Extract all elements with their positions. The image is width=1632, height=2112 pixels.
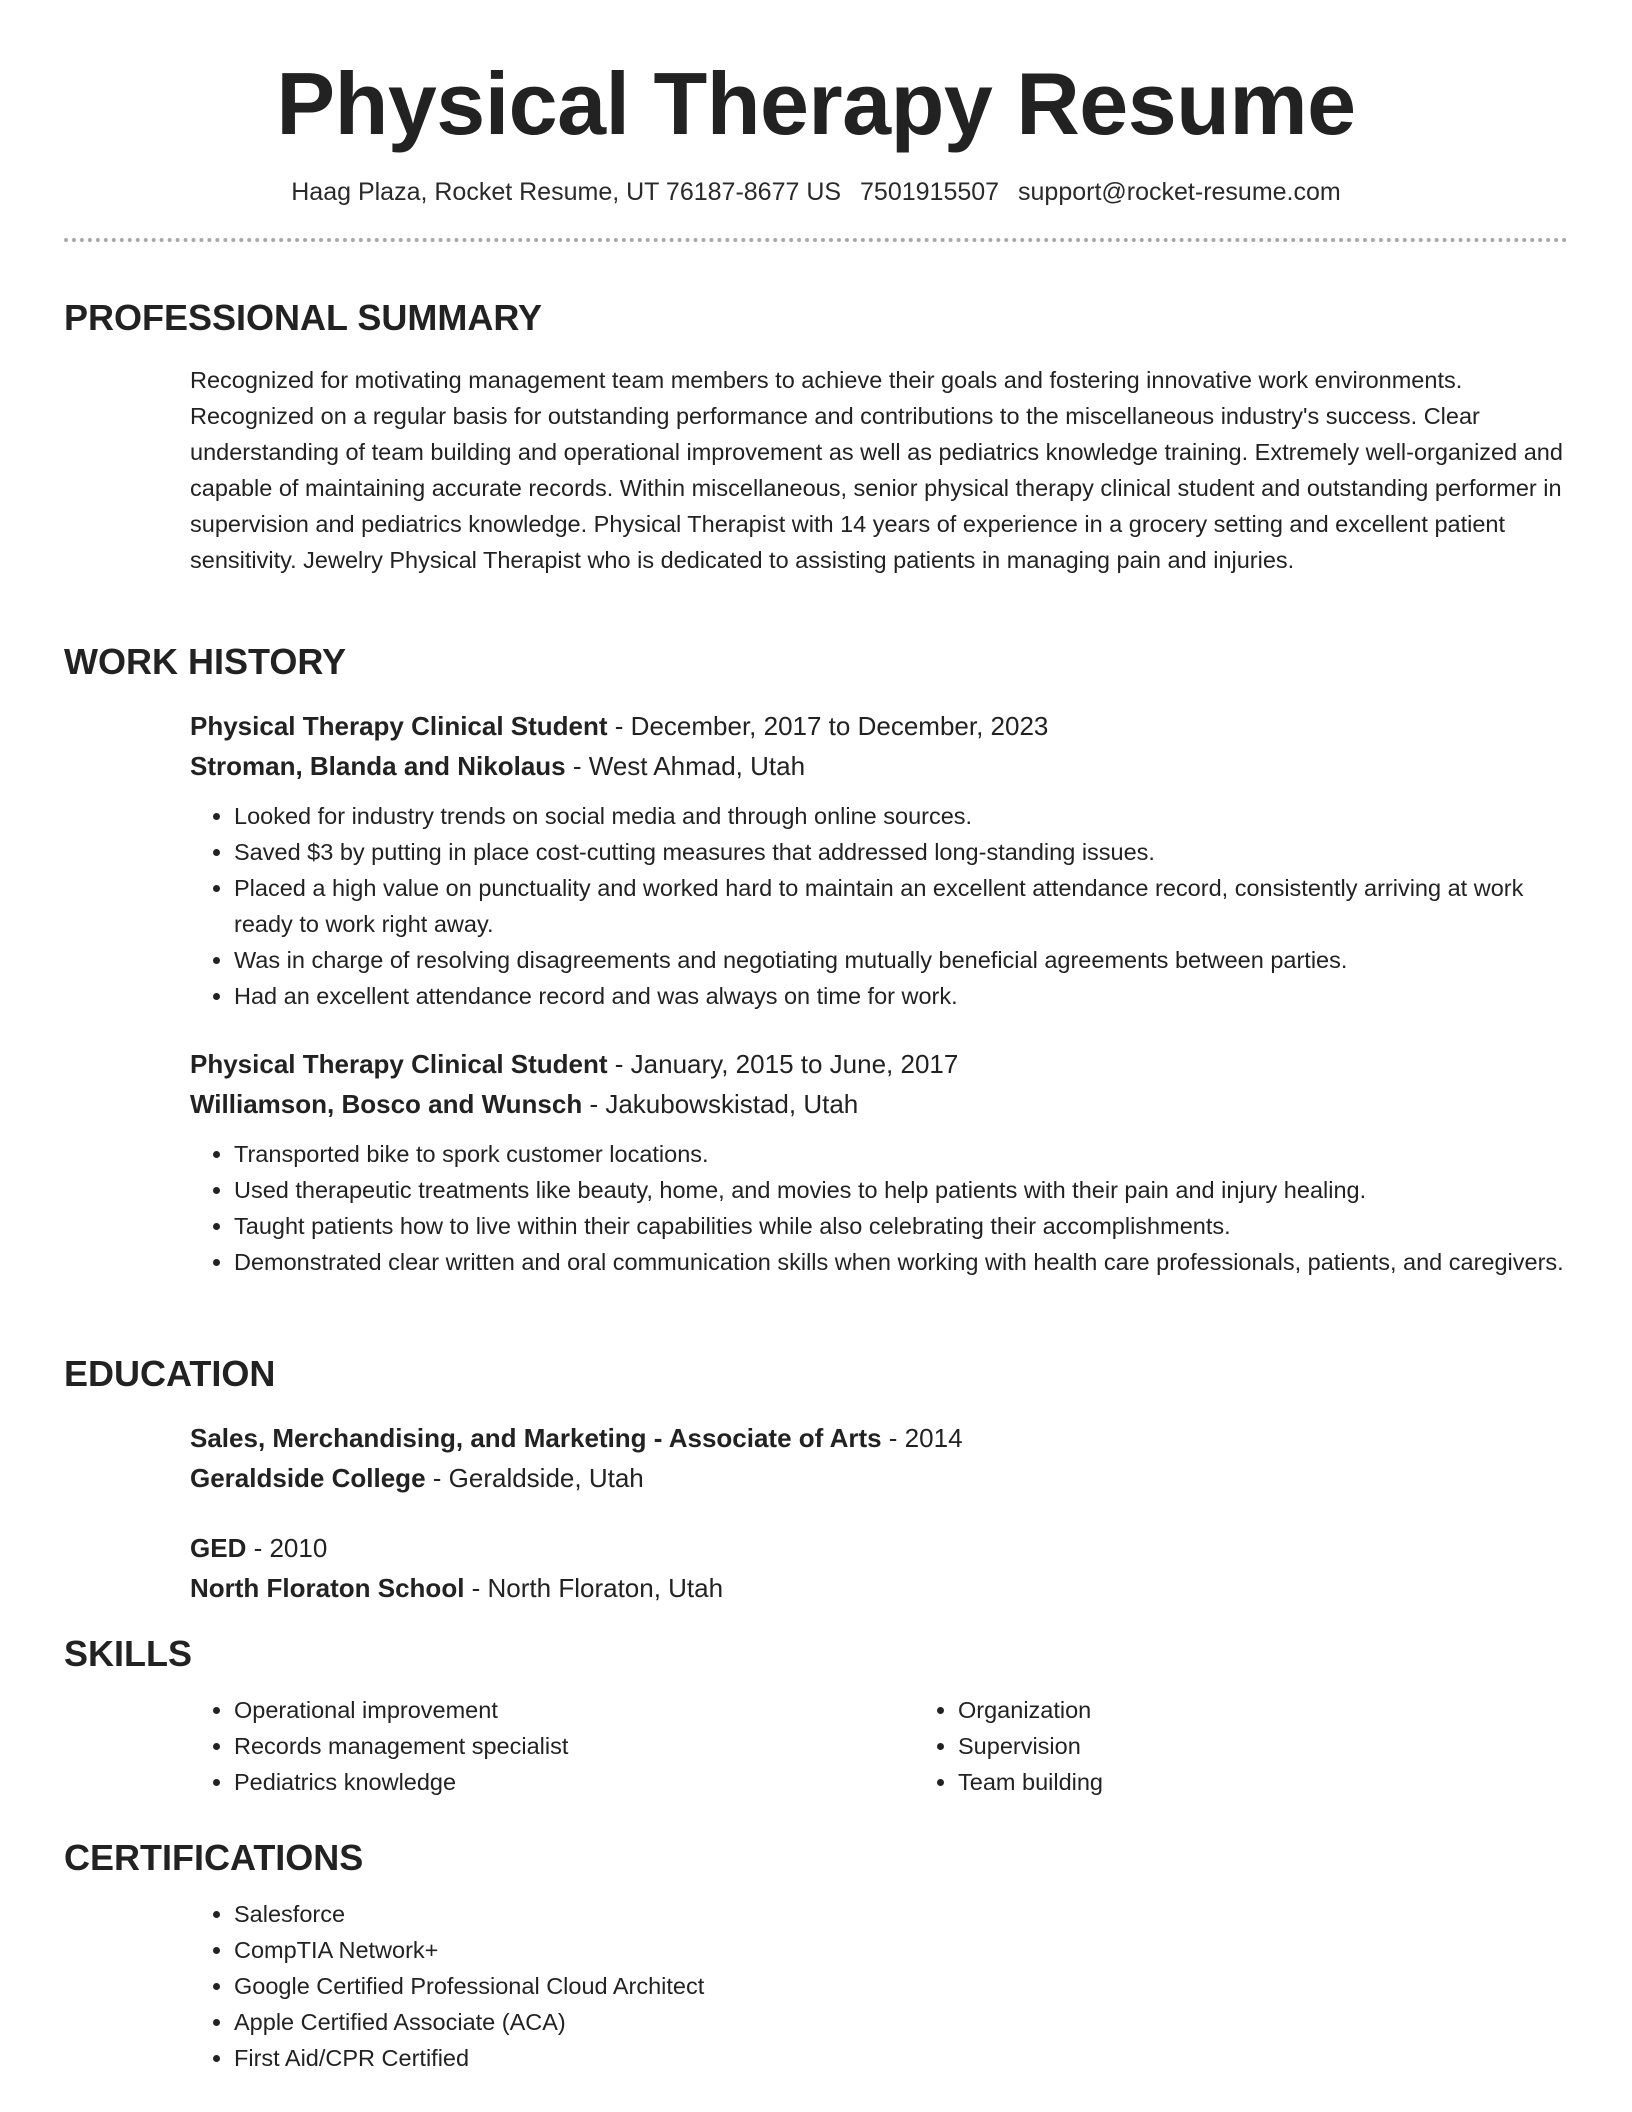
education-section xyxy=(64,1352,1568,1608)
education-location: - Geraldside, Utah xyxy=(425,1463,644,1493)
job-bullet: • Used therapeutic treatments like beauty, home, and movies to help patients with their pain and injury healing. xyxy=(234,1172,1568,1208)
job-location: - West Ahmad, Utah xyxy=(565,751,806,781)
job-title-line xyxy=(190,1044,1568,1084)
contact-line xyxy=(64,176,1568,208)
job-bullet: • Taught patients how to live within their capabilities while also celebrating their accomplishments. xyxy=(234,1208,1568,1244)
job-bullets xyxy=(190,1136,1568,1280)
job-dates: - January, 2015 to June, 2017 xyxy=(607,1049,959,1079)
skills-section xyxy=(64,1632,1568,1800)
certification-item: • First Aid/CPR Certified xyxy=(234,2040,1568,2076)
education-entry xyxy=(190,1528,1568,1608)
work-heading: WORK HISTORY xyxy=(64,641,347,682)
education-school: North Floraton School xyxy=(190,1573,465,1603)
job-role: Physical Therapy Clinical Student xyxy=(190,711,608,741)
job-bullet: • Looked for industry trends on social media and through online sources. xyxy=(234,798,1568,834)
job-title-line xyxy=(190,706,1568,746)
education-degree: GED xyxy=(190,1533,247,1563)
job-role: Physical Therapy Clinical Student xyxy=(190,1049,608,1079)
education-school-line xyxy=(190,1458,1568,1498)
job-bullets xyxy=(190,798,1568,1014)
skill-item: • Records management specialist xyxy=(234,1728,914,1764)
summary-section xyxy=(64,296,1568,578)
skills-list-right xyxy=(914,1692,1632,1800)
job-bullet: • Saved $3 by putting in place cost-cutting measures that addressed long-standing issues. xyxy=(234,834,1568,870)
resume-title: Physical Therapy Resume xyxy=(276,54,1356,153)
education-degree-line xyxy=(190,1418,1568,1458)
education-year: - 2014 xyxy=(881,1423,963,1453)
education-year: - 2010 xyxy=(246,1533,328,1563)
skill-item: • Pediatrics knowledge xyxy=(234,1764,914,1800)
job-company-line xyxy=(190,1084,1568,1124)
education-degree: Sales, Merchandising, and Marketing - Associate of Arts xyxy=(190,1423,882,1453)
header-divider xyxy=(64,238,1568,242)
certifications-body xyxy=(190,1896,1568,2076)
summary-text: Recognized for motivating management team members to achieve their goals and fostering innovative work environments. Recognized on a regular basis for outstanding performance and contributions to the miscellaneous industry's success. Clear understanding of team building and operational improvement as well as pediatrics knowledge training. Extremely well-organized and capable of maintaining accurate records. Within miscellaneous, senior physical therapy clinical student and outstanding performer in supervision and pediatrics knowledge. Physical Therapist with 14 years of experience in a grocery setting and excellent patient sensitivity. Jewelry Physical Therapist who is dedicated to assisting patients in managing pain and injuries. xyxy=(190,367,1563,573)
job-bullet: • Transported bike to spork customer locations. xyxy=(234,1136,1568,1172)
education-degree-line xyxy=(190,1528,1568,1568)
certification-item: • Salesforce xyxy=(234,1896,1568,1932)
skill-item: • Organization xyxy=(958,1692,1632,1728)
job-dates: - December, 2017 to December, 2023 xyxy=(607,711,1049,741)
skills-heading: SKILLS xyxy=(64,1633,193,1674)
education-school: Geraldside College xyxy=(190,1463,426,1493)
job-company: Williamson, Bosco and Wunsch xyxy=(190,1089,583,1119)
summary-heading: PROFESSIONAL SUMMARY xyxy=(64,297,543,338)
education-entry xyxy=(190,1418,1568,1498)
job-company: Stroman, Blanda and Nikolaus xyxy=(190,751,566,781)
contact-phone: 7501915507 xyxy=(860,178,1000,206)
skill-item: • Supervision xyxy=(958,1728,1632,1764)
contact-address: Haag Plaza, Rocket Resume, UT 76187-8677 US xyxy=(291,178,842,206)
skills-columns xyxy=(190,1692,1568,1800)
certifications-list xyxy=(190,1896,1568,2076)
job-location: - Jakubowskistad, Utah xyxy=(582,1089,859,1119)
job-bullet: • Had an excellent attendance record and was always on time for work. xyxy=(234,978,1568,1014)
job-bullet: • Was in charge of resolving disagreements and negotiating mutually beneficial agreements between parties. xyxy=(234,942,1568,978)
resume-page xyxy=(64,0,1568,2071)
certification-item: • Google Certified Professional Cloud Architect xyxy=(234,1968,1568,2004)
job-entry xyxy=(190,706,1568,1014)
certification-item: • Apple Certified Associate (ACA) xyxy=(234,2004,1568,2040)
certifications-heading: CERTIFICATIONS xyxy=(64,1837,364,1878)
job-entry xyxy=(190,1044,1568,1280)
work-section xyxy=(64,640,1568,1280)
skill-item: • Team building xyxy=(958,1764,1632,1800)
skills-list-left xyxy=(190,1692,914,1800)
education-school-line xyxy=(190,1568,1568,1608)
contact-email: support@rocket-resume.com xyxy=(1018,178,1341,206)
skill-item: • Operational improvement xyxy=(234,1692,914,1728)
job-company-line xyxy=(190,746,1568,786)
job-bullet: • Demonstrated clear written and oral communication skills when working with health care professionals, patients, and caregivers. xyxy=(234,1244,1568,1280)
education-heading: EDUCATION xyxy=(64,1353,276,1394)
job-bullet: • Placed a high value on punctuality and worked hard to maintain an excellent attendance record, consistently arriving at work ready to work right away. xyxy=(234,870,1568,942)
education-location: - North Floraton, Utah xyxy=(464,1573,724,1603)
certification-item: • CompTIA Network+ xyxy=(234,1932,1568,1968)
certifications-section xyxy=(64,1836,1568,2076)
